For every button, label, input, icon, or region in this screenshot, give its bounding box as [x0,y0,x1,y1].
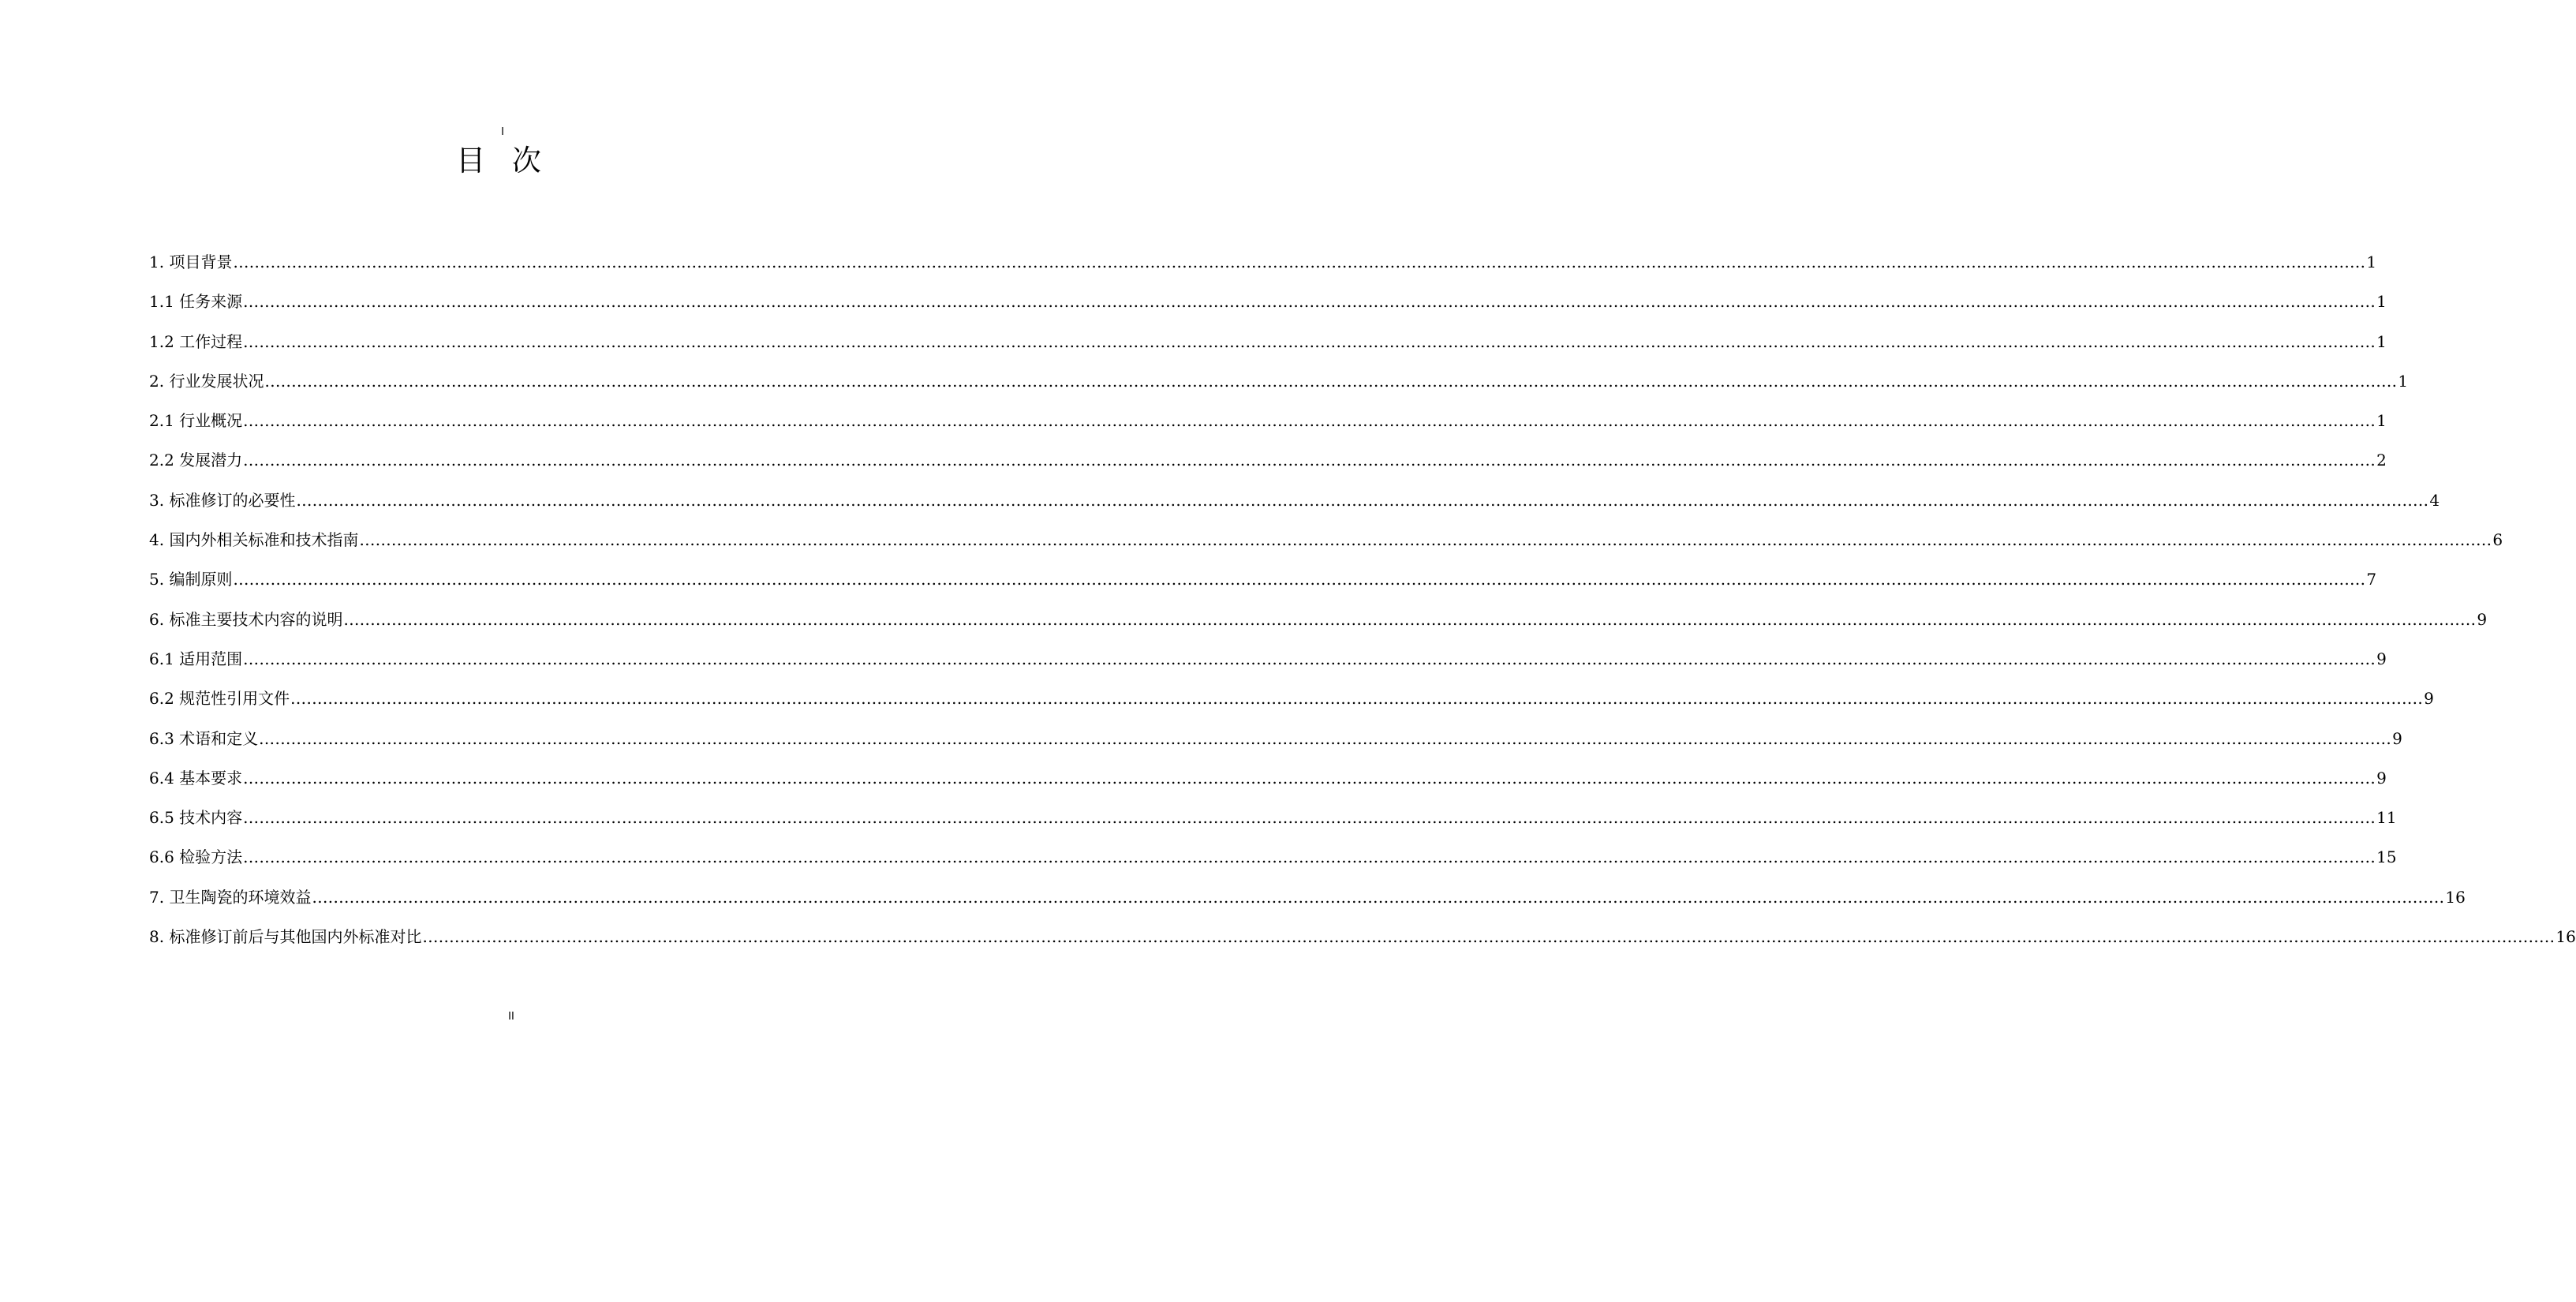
toc-entry-page-number: 1 [2376,292,2387,312]
toc-entry-label: 6.4 基本要求 [149,768,243,788]
toc-dot-leader: ................................................................................................................................................................................................................................................................................................................................................................................................................ [290,689,2424,709]
toc-entry-label: 1.1 任务来源 [149,292,243,312]
toc-entry[interactable] [149,252,2377,291]
toc-entry-label: 1.2 工作过程 [149,331,243,351]
toc-entry[interactable] [149,609,2488,649]
toc-entry-page-number: 1 [2376,331,2387,351]
toc-entry-label: 6.5 技术内容 [149,808,243,828]
toc-entry-page-number: 15 [2376,847,2397,867]
toc-dot-leader: ................................................................................................................................................................................................................................................................................................................................................................................................................ [359,530,2492,550]
toc-entry-page-number: 16 [2555,927,2576,947]
toc-title: 目 次 [456,144,550,178]
toc-dot-leader: ................................................................................................................................................................................................................................................................................................................................................................................................................ [243,649,2376,668]
toc-dot-leader: ................................................................................................................................................................................................................................................................................................................................................................................................................ [243,411,2376,431]
toc-entry-label: 6.3 术语和定义 [149,728,259,748]
toc-entry-label: 3. 标准修订的必要性 [149,490,296,510]
toc-entry-label: 6.2 规范性引用文件 [149,689,290,709]
toc-entry-label: 2.2 发展潜力 [149,451,243,470]
toc-dot-leader: ................................................................................................................................................................................................................................................................................................................................................................................................................ [264,371,2398,391]
toc-entry[interactable] [149,569,2377,608]
toc-entry-label: 6.1 适用范围 [149,649,243,668]
toc-entry[interactable] [149,371,2409,410]
toc-entry-label: 5. 编制原则 [149,570,233,589]
toc-entry[interactable] [149,807,2397,847]
toc-dot-leader: ................................................................................................................................................................................................................................................................................................................................................................................................................ [233,253,2366,271]
toc-entry-page-number: 1 [2398,371,2409,391]
toc-dot-leader: ................................................................................................................................................................................................................................................................................................................................................................................................................ [243,451,2376,470]
toc-entry-label: 2. 行业发展状况 [149,371,264,391]
toc-dot-leader: ................................................................................................................................................................................................................................................................................................................................................................................................................ [422,927,2555,947]
toc-entry-label: 8. 标准修订前后与其他国内外标准对比 [149,927,422,947]
toc-entry-page-number: 16 [2445,887,2466,907]
toc-dot-leader: ................................................................................................................................................................................................................................................................................................................................................................................................................ [233,570,2366,589]
toc-entry[interactable] [149,768,2387,807]
toc-entry-page-number: 4 [2429,490,2440,510]
toc-dot-leader: ................................................................................................................................................................................................................................................................................................................................................................................................................ [312,887,2445,907]
toc-entry-page-number: 2 [2376,451,2387,470]
toc-entry[interactable] [149,649,2387,688]
toc-entry[interactable] [149,331,2387,371]
toc-entry-label: 6.6 检验方法 [149,847,243,867]
toc-entry-page-number: 9 [2392,728,2402,748]
footer-page-number: II [508,1011,514,1023]
toc-entry-page-number: 9 [2376,768,2387,788]
toc-entry[interactable] [149,291,2387,331]
header-page-number: I [501,126,504,138]
toc-entry[interactable] [149,887,2466,926]
toc-entry-page-number: 1 [2366,253,2377,271]
toc-entry-label: 1. 项目背景 [149,253,233,271]
toc-dot-leader: ................................................................................................................................................................................................................................................................................................................................................................................................................ [243,847,2376,867]
toc-dot-leader: ................................................................................................................................................................................................................................................................................................................................................................................................................ [243,808,2376,828]
toc-entry-page-number: 9 [2477,609,2488,629]
toc-entry-page-number: 7 [2366,570,2377,589]
toc-entry[interactable] [149,847,2397,886]
toc-entry[interactable] [149,529,2503,569]
toc-entry-label: 2.1 行业概况 [149,411,243,431]
toc-entry[interactable] [149,728,2402,768]
toc-dot-leader: ................................................................................................................................................................................................................................................................................................................................................................................................................ [343,609,2477,629]
toc-entry[interactable] [149,410,2387,450]
toc-dot-leader: ................................................................................................................................................................................................................................................................................................................................................................................................................ [243,768,2376,788]
toc-entry-label: 7. 卫生陶瓷的环境效益 [149,887,312,907]
toc-dot-leader: ................................................................................................................................................................................................................................................................................................................................................................................................................ [243,292,2376,312]
toc-entry-label: 4. 国内外相关标准和技术指南 [149,530,359,550]
toc-entry[interactable] [149,490,2440,529]
toc-entry-page-number: 9 [2376,649,2387,668]
toc-entry[interactable] [149,926,2576,966]
toc-entry[interactable] [149,450,2387,489]
toc-dot-leader: ................................................................................................................................................................................................................................................................................................................................................................................................................ [296,490,2429,510]
toc-entry-page-number: 1 [2376,411,2387,431]
toc-entry-page-number: 11 [2376,808,2397,828]
toc-entry-page-number: 6 [2492,530,2503,550]
toc-dot-leader: ................................................................................................................................................................................................................................................................................................................................................................................................................ [259,728,2392,748]
toc-entry[interactable] [149,688,2434,728]
toc-dot-leader: ................................................................................................................................................................................................................................................................................................................................................................................................................ [243,331,2376,351]
toc-entry-label: 6. 标准主要技术内容的说明 [149,609,343,629]
table-of-contents [149,252,2576,966]
toc-entry-page-number: 9 [2424,689,2434,709]
